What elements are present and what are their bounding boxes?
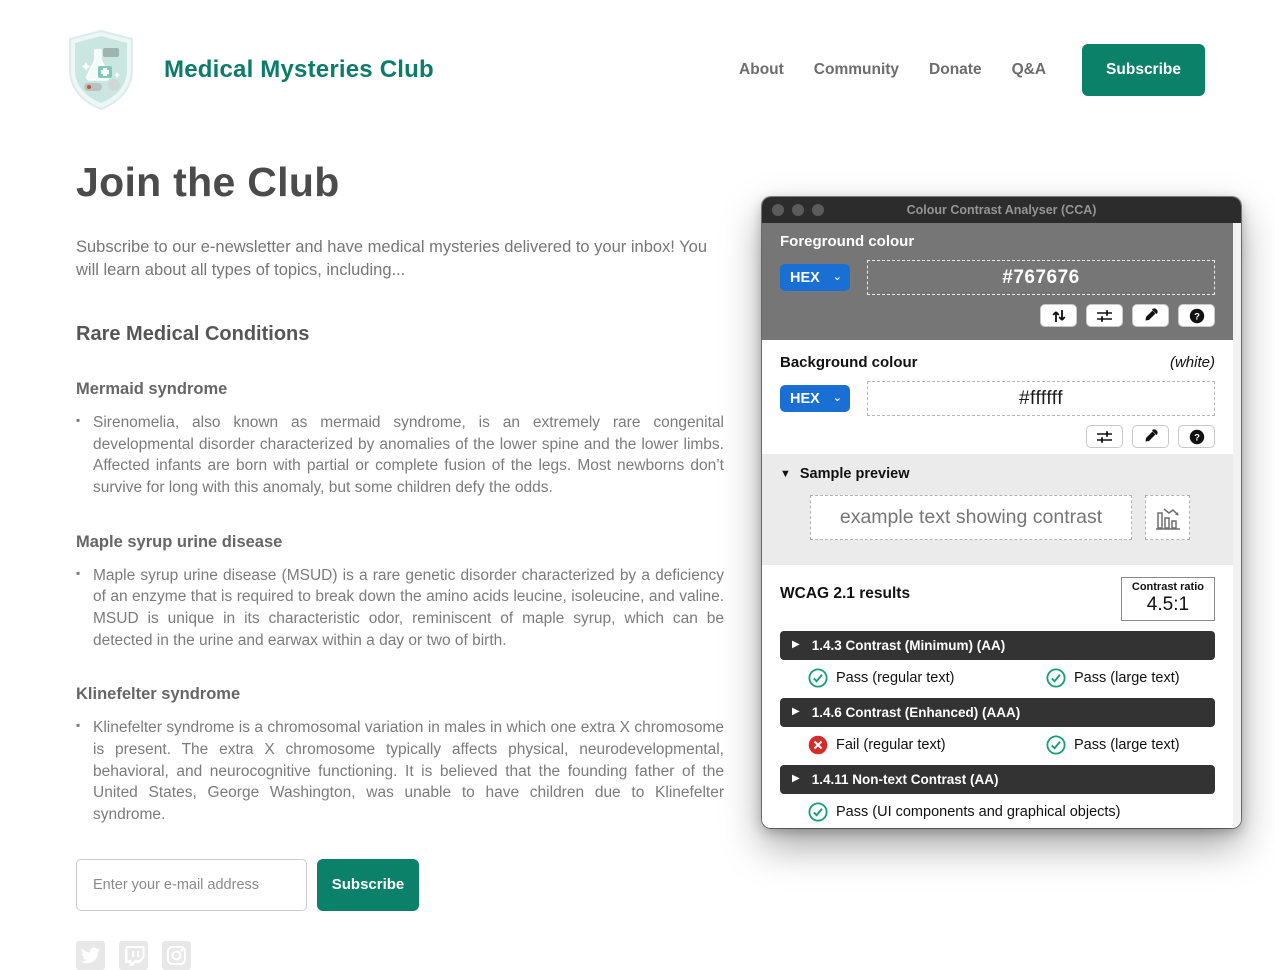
- brand-title: Medical Mysteries Club: [164, 56, 434, 83]
- nav-community[interactable]: Community: [813, 61, 900, 78]
- subscribe-form: [76, 859, 724, 911]
- check-result: [808, 735, 1046, 755]
- subscribe-button[interactable]: Subscribe: [317, 859, 419, 911]
- foreground-help-button[interactable]: [1178, 304, 1215, 327]
- scrollbar-track[interactable]: [1233, 223, 1241, 828]
- pass-check-icon: [1046, 735, 1066, 755]
- foreground-eyedropper-button[interactable]: [1132, 304, 1169, 327]
- swap-colours-button[interactable]: [1040, 304, 1077, 327]
- contrast-ratio-label: Contrast ratio: [1131, 581, 1204, 593]
- background-label: Background colour: [780, 354, 918, 371]
- foreground-section: [762, 223, 1241, 340]
- site-header: [0, 0, 1275, 112]
- bar-chart-icon: [1154, 505, 1182, 531]
- nav-qa[interactable]: Q&A: [1011, 61, 1047, 78]
- contrast-ratio-box: [1121, 577, 1215, 621]
- check-label: Fail (regular text): [836, 737, 946, 753]
- sample-preview-label: Sample preview: [799, 466, 910, 482]
- topic-title: Klinefelter syndrome: [76, 685, 241, 704]
- sliders-icon: [1096, 309, 1113, 323]
- twitter-icon[interactable]: [76, 941, 105, 970]
- topic-klinefelter-syndrome: [76, 685, 724, 825]
- check-label: Pass (large text): [1074, 737, 1180, 753]
- help-icon: [1189, 429, 1205, 445]
- triangle-right-icon: ▶: [792, 706, 800, 717]
- sample-preview-toggle[interactable]: [780, 466, 1215, 482]
- sample-preview-section: [762, 454, 1241, 565]
- twitch-icon[interactable]: [119, 941, 148, 970]
- main-content: [76, 159, 724, 970]
- foreground-hex-input[interactable]: #767676: [867, 260, 1215, 295]
- nav-subscribe-button[interactable]: Subscribe: [1082, 44, 1205, 96]
- sample-text-box: example text showing contrast: [810, 495, 1132, 540]
- check-label: Pass (regular text): [836, 670, 955, 686]
- background-format-select[interactable]: [780, 385, 850, 412]
- help-icon: [1189, 308, 1205, 324]
- sample-graphics-box[interactable]: [1145, 495, 1190, 540]
- format-value: HEX: [790, 390, 820, 407]
- svg-text:?: ?: [1193, 431, 1200, 443]
- criterion-name: 1.4.6 Contrast (Enhanced) (AAA): [811, 705, 1021, 720]
- results-title: WCAG 2.1 results: [780, 585, 911, 602]
- sliders-icon: [1096, 430, 1113, 444]
- criterion-1-4-6[interactable]: [780, 698, 1215, 727]
- background-section: [762, 340, 1241, 454]
- swap-arrows-icon: [1051, 309, 1067, 323]
- foreground-label: Foreground colour: [780, 233, 915, 250]
- contrast-ratio-value: 4.5:1: [1146, 594, 1190, 615]
- pass-check-icon: [1046, 668, 1066, 688]
- instagram-icon[interactable]: [162, 941, 191, 970]
- topic-body: ▪ Klinefelter syndrome is a chromosomal variation in males in which one extra X chromosome is present. The extra X chromosome typically affects physical, neurodevelopmental, behavioral, and neurocognitive functioning. It is believed that the founding father of the United States, George Washington, was unable to have children due to Klinefelter syndrome.: [76, 717, 724, 825]
- pass-check-icon: [808, 668, 828, 688]
- check-result: [808, 668, 1046, 688]
- check-label: Pass (large text): [1074, 670, 1180, 686]
- wcag-results-section: [762, 565, 1241, 828]
- criterion-name: 1.4.11 Non-text Contrast (AA): [811, 772, 999, 787]
- topic-title: Maple syrup urine disease: [76, 532, 283, 551]
- social-links: [76, 941, 724, 970]
- fail-x-icon: [808, 735, 828, 755]
- check-label: Pass (UI components and graphical objects): [836, 804, 1121, 820]
- page-title: Join the Club: [76, 159, 340, 205]
- topic-body: ▪ Sirenomelia, also known as mermaid syndrome, is an extremely rare congenital developmental disorder characterized by anomalies of the lower spine and the lower limbs. Affected infants are born with partial or complete fusion of the legs. Most newborns don’t survive for long with this anomaly, but some children defy the odds.: [76, 412, 724, 499]
- background-eyedropper-button[interactable]: [1132, 425, 1169, 448]
- club-logo-icon: [62, 28, 140, 112]
- background-sliders-button[interactable]: [1086, 425, 1123, 448]
- svg-text:?: ?: [1193, 310, 1200, 322]
- eyedropper-icon: [1143, 429, 1158, 444]
- email-field[interactable]: [76, 859, 307, 911]
- topic-body: ▪ Maple syrup urine disease (MSUD) is a rare genetic disorder characterized by a deficiency of an enzyme that is required to break down the amino acids leucine, isoleucine, and valine. MSUD is unique in its characteristic odor, reminiscent of maple syrup, which can be detected in the urine and earwax within a day or two of birth.: [76, 565, 724, 652]
- cca-titlebar[interactable]: [762, 197, 1241, 223]
- section-heading: Rare Medical Conditions: [76, 322, 310, 345]
- criterion-1-4-11[interactable]: [780, 765, 1215, 794]
- topic-maple-syrup-urine-disease: [76, 533, 724, 652]
- background-colour-note: (white): [1169, 354, 1215, 371]
- format-value: HEX: [790, 269, 820, 286]
- background-hex-input[interactable]: #ffffff: [867, 381, 1215, 416]
- topic-title: Mermaid syndrome: [76, 379, 228, 398]
- check-result: [1046, 735, 1215, 755]
- pass-check-icon: [808, 802, 828, 822]
- nav-donate[interactable]: Donate: [929, 61, 982, 78]
- check-result: [1046, 668, 1215, 688]
- background-help-button[interactable]: [1178, 425, 1215, 448]
- eyedropper-icon: [1143, 308, 1158, 323]
- foreground-format-select[interactable]: [780, 264, 850, 291]
- foreground-sliders-button[interactable]: [1086, 304, 1123, 327]
- chevron-down-icon: ⌄: [832, 271, 842, 283]
- topic-mermaid-syndrome: [76, 380, 724, 499]
- intro-text: Subscribe to our e-newsletter and have medical mysteries delivered to your inbox! You will learn about all types of topics, including...: [76, 238, 708, 280]
- window-title: Colour Contrast Analyser (CCA): [906, 203, 1097, 217]
- triangle-down-icon: ▼: [780, 468, 791, 480]
- cca-window: [762, 197, 1241, 828]
- chevron-down-icon: ⌄: [832, 392, 842, 404]
- nav-about[interactable]: About: [739, 61, 784, 78]
- triangle-right-icon: ▶: [792, 773, 800, 784]
- check-result: [808, 802, 1215, 822]
- triangle-right-icon: ▶: [792, 639, 800, 650]
- criterion-name: 1.4.3 Contrast (Minimum) (AA): [811, 638, 1006, 653]
- criterion-1-4-3[interactable]: [780, 631, 1215, 660]
- main-nav: [739, 44, 1205, 96]
